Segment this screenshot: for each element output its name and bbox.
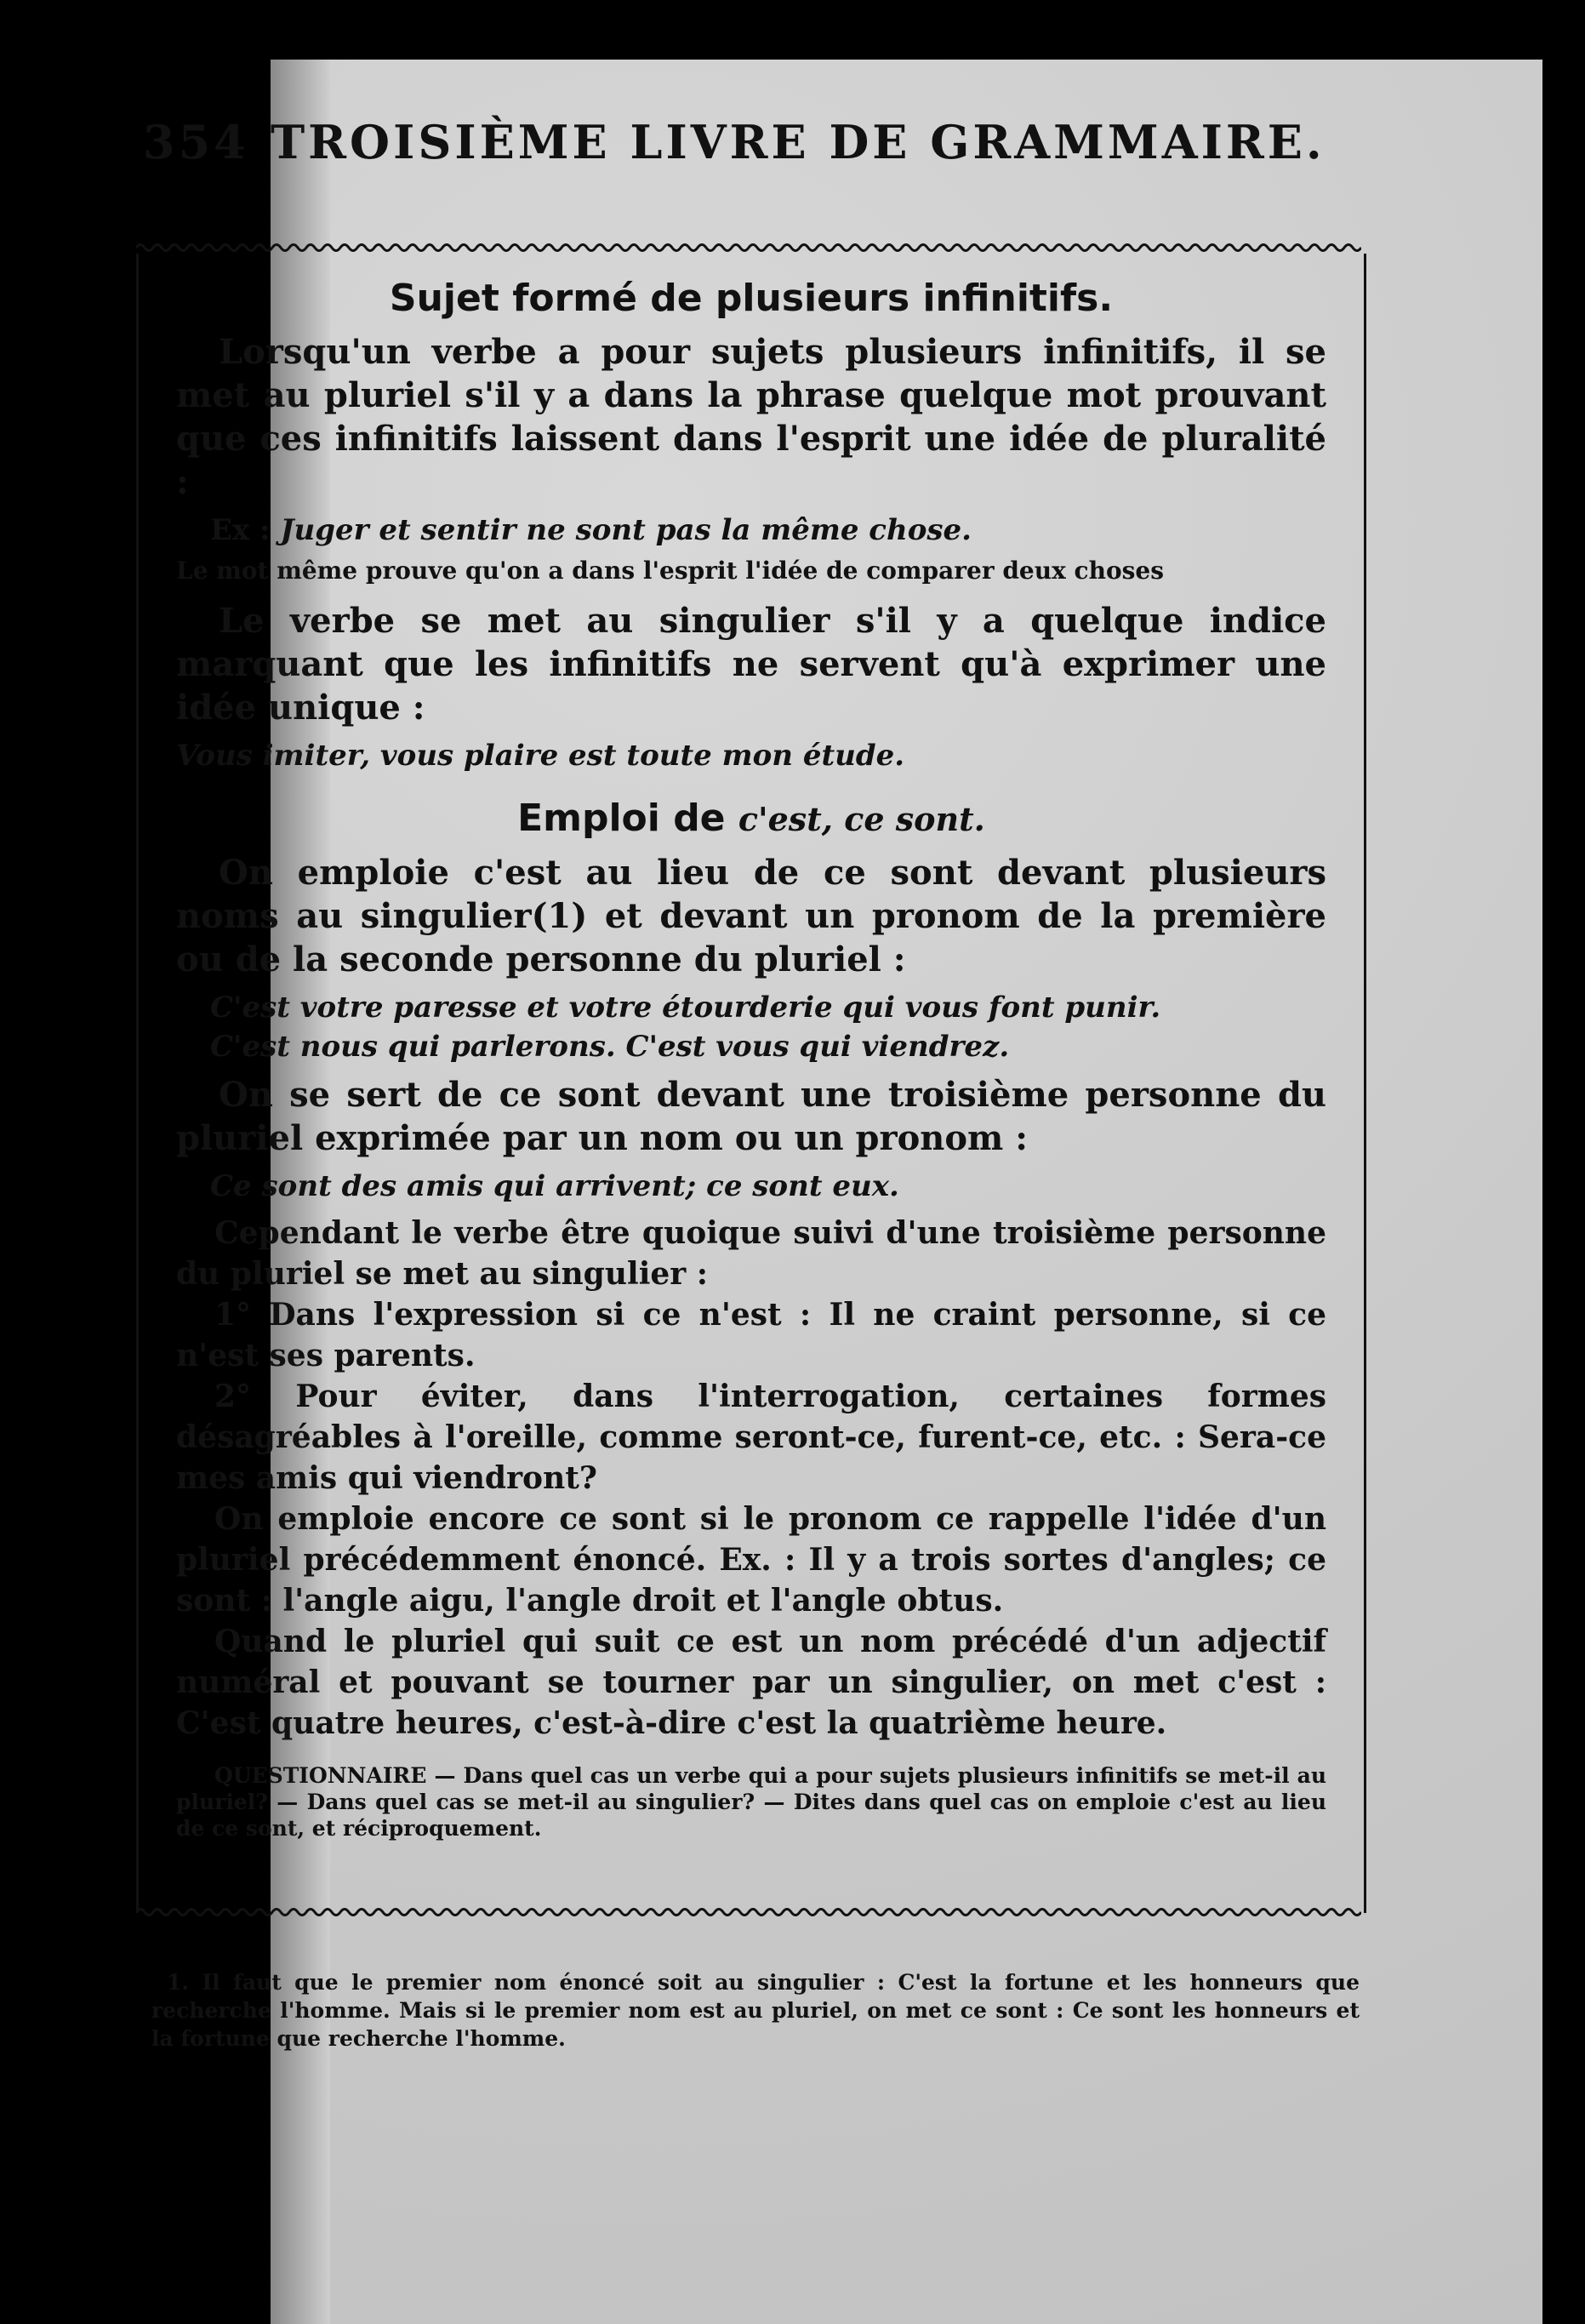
rule-plural-infinitives: Lorsqu'un verbe a pour sujets plusieurs infinitifs, il se met au pluriel s'il y a dans la phrase quelque mot prouvant que ces infinitifs laissent dans l'esprit une idée de pluralité : [176, 332, 1326, 502]
bottom-wavy-rule [136, 1906, 1361, 1918]
example-cest-2: C'est nous qui parlerons. C'est vous qui viendrez. [210, 1030, 1010, 1064]
heading-infinitives: Sujet formé de plusieurs infinitifs. [389, 277, 1114, 320]
example-ce-sont: Ce sont des amis qui arrivent; ce sont eux. [210, 1169, 899, 1203]
top-wavy-rule [136, 242, 1361, 254]
example-plural-text: Juger et sentir ne sont pas la même chose. [280, 513, 972, 547]
footnote: 1. Il faut que le premier nom énoncé soit au singulier : C'est la fortune et les honneurs que recherche l'homme. Mais si le premier nom est au pluriel, on met ce sont : Ce sont les honneurs et la fortune que recherche l'homme. [151, 1970, 1360, 2051]
rule-ce-sont-rappel: On emploie encore ce sont si le pronom ce rappelle l'idée d'un pluriel précédemment énoncé. Ex. : Il y a trois sortes d'angles; ce sont : l'angle aigu, l'angle droit et l'angle obtus. [176, 1501, 1326, 1619]
example-plural [176, 511, 1326, 550]
rule-ce-sont: On se sert de ce sont devant une troisième personne du pluriel exprimée par un nom ou un pronom : [176, 1075, 1326, 1158]
note-meme: Le mot même prouve qu'on a dans l'esprit l'idée de comparer deux choses [176, 557, 1164, 585]
example-cest-1: C'est votre paresse et votre étourderie qui vous font punir. [210, 991, 1161, 1025]
rule-singular-infinitives: Le verbe se met au singulier s'il y a quelque indice marquant que les infinitifs ne servent qu'à exprimer une idée unique : [176, 601, 1326, 728]
rule-adjectif-numeral: Quand le pluriel qui suit ce est un nom précédé d'un adjectif numéral et pouvant se tourner par un singulier, on met c'est : C'est quatre heures, c'est-à-dire c'est la quatrième heure. [176, 1624, 1326, 1741]
running-title: TROISIÈME LIVRE DE GRAMMAIRE. [271, 115, 1326, 169]
heading-cest-ce-sont [176, 792, 1326, 846]
example-lead: Ex : [210, 513, 271, 547]
rule-cest-singular-nouns: On emploie c'est au lieu de ce sont devant plusieurs noms au singulier(1) et devant un pronom de la première ou de la seconde personne du pluriel : [176, 853, 1326, 979]
case-interrogation: 2° Pour éviter, dans l'interrogation, certaines formes désagréables à l'oreille, comme seront-ce, furent-ce, etc. : Sera-ce mes amis qui viendront? [176, 1379, 1326, 1496]
rule-etre-singulier: Cependant le verbe être quoique suivi d'une troisième personne du pluriel se met au singulier : [176, 1215, 1326, 1292]
page-number: 354 [143, 115, 249, 169]
questionnaire: QUESTIONNAIRE — Dans quel cas un verbe qui a pour sujets plusieurs infinitifs se met-il au pluriel? — Dans quel cas se met-il au singulier? — Dites dans quel cas on emploie c'est au lieu de ce sont, et réciproquement. [176, 1763, 1326, 1841]
grammar-rule-box [136, 254, 1366, 1913]
heading-prefix: Emploi de [517, 797, 726, 840]
example-singular: Vous imiter, vous plaire est toute mon étude. [176, 739, 905, 773]
case-si-ce-nest: 1° Dans l'expression si ce n'est : Il ne craint personne, si ce n'est ses parents. [176, 1297, 1326, 1373]
running-header [143, 115, 1351, 191]
heading-italic: c'est, ce sont. [738, 800, 985, 838]
